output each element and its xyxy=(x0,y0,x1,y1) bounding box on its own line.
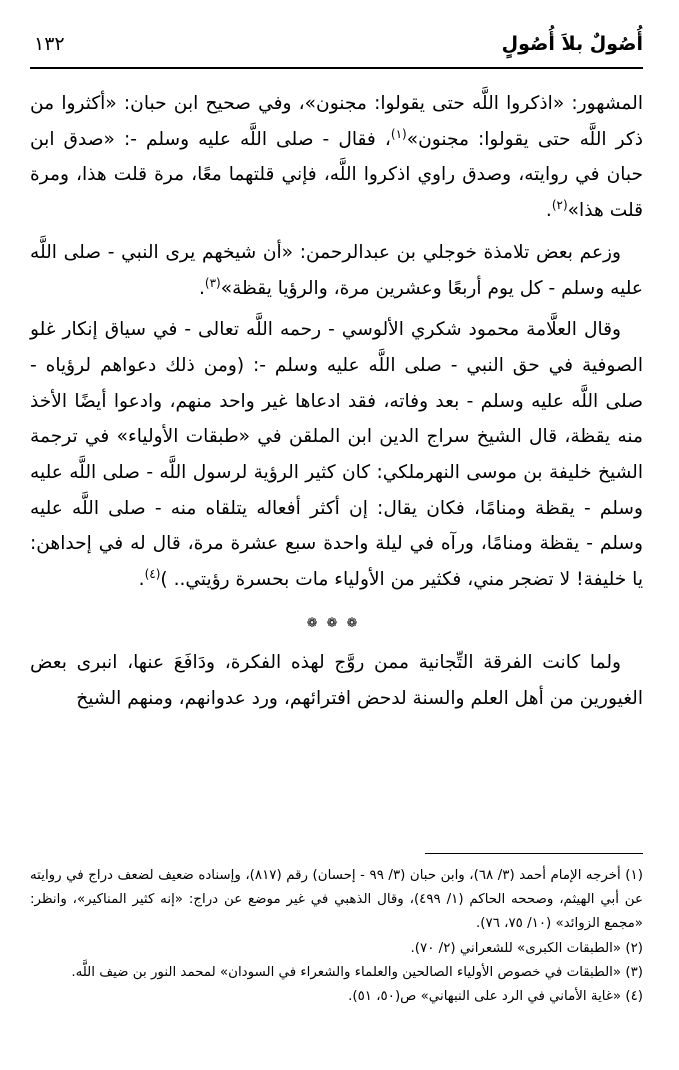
footnotes xyxy=(30,864,643,1009)
footnote-rule xyxy=(425,853,643,854)
page-header xyxy=(30,27,643,67)
section-divider: ❁❁❁ xyxy=(306,615,367,631)
main-text xyxy=(30,86,643,716)
paragraph-4: ولما كانت الفرقة التِّجانية ممن روَّج لهذه الفكرة، ودَافَعَ عنها، انبرى بعض الغيورين من أهل العلم والسنة لدحض افترائهم، ورد عدوانهم، ومنهم الشيخ xyxy=(30,651,643,709)
paragraph-1-text-b: ، فقال - صلى اللَّه عليه وسلم -: «صدق ابن حبان في روايته، وصدق راوي اذكروا اللَّه، فإني قلتهما معًا، مرة قلت هذا، ومرة قلت هذا» xyxy=(30,128,643,222)
paragraph-1-end: . xyxy=(545,200,552,222)
header-rule xyxy=(30,67,643,69)
paragraph-1-text-a: المشهور: «اذكروا اللَّه حتى يقولوا: مجنون»، وفي صحيح ابن حبان: «أكثروا من ذكر اللَّه حتى يقولوا: مجنون» xyxy=(30,93,643,150)
footnote-ref-4: (٤) xyxy=(144,566,161,581)
footnote-3: (٣) «الطبقات في خصوص الأولياء الصالحين والعلماء والشعراء في السودان» لمحمد النور بن ضيف اللَّه. xyxy=(71,964,643,980)
footnote-ref-3: (٣) xyxy=(204,275,221,290)
footnote-1: (١) أخرجه الإمام أحمد (٣/ ٦٨)، وابن حبان (٣/ ٩٩ - إحسان) رقم (٨١٧)، وإسناده ضعيف لضعف دراج في روايته عن أبي الهيثم، وصححه الحاكم (١/ ٤٩٩)، وقال الذهبي في غير موضع عن دراج: «إنه كثير المناكير»، وانظر: «مجمع الزوائد» (١٠/ ٧٥، ٧٦). xyxy=(30,868,643,932)
page-number: ١٣٢ xyxy=(34,33,65,55)
paragraph-3-text: وقال العلَّامة محمود شكري الألوسي - رحمه اللَّه تعالى - في سياق إنكار غلو الصوفية في حق النبي - صلى اللَّه عليه وسلم -: (ومن ذلك دعواهم لرؤياه - صلى اللَّه عليه وسلم - بعد وفاته، فقد ادعاها غير واحد منهم، وادعوا أيضًا الأخذ منه يقظة، قال الشيخ سراج الدين ابن الملقن في «طبقات الأولياء» في ترجمة الشيخ خليفة بن موسى النهرملكي: كان كثير الرؤية لرسول اللَّه - صلى اللَّه عليه وسلم - يقظة ومنامًا، فكان يقال: إن أكثر أفعاله يتلقاه منه - صلى اللَّه عليه وسلم - يقظة ومنامًا، ورآه في ليلة واحدة سبع عشرة مرة، قال له في إحداهن: يا خليفة! لا تضجر مني، فكثير من الأولياء مات بحسرة رؤيتي.. ) xyxy=(30,319,643,591)
footnote-ref-2: (٢) xyxy=(551,197,568,212)
paragraph-3-end: . xyxy=(138,569,145,591)
running-title: أُصُولٌ بلاَ أُصُولٍ xyxy=(501,33,643,55)
paragraph-3 xyxy=(30,312,643,598)
paragraph-2 xyxy=(30,235,643,306)
paragraph-2-end: . xyxy=(198,277,205,299)
footnote-ref-1: (١) xyxy=(390,126,407,141)
paragraph-2-text: وزعم بعض تلامذة خوجلي بن عبدالرحمن: «أن شيخهم يرى النبي - صلى اللَّه عليه وسلم - كل يوم أربعًا وعشرين مرة، والرؤيا يقظة» xyxy=(30,241,643,299)
footnote-4: (٤) «غاية الأماني في الرد على النبهاني» ص(٥٠، ٥١). xyxy=(348,989,643,1005)
footnote-2: (٢) «الطبقات الكبرى» للشعراني (٢/ ٧٠). xyxy=(410,940,643,956)
paragraph-1 xyxy=(30,86,643,229)
